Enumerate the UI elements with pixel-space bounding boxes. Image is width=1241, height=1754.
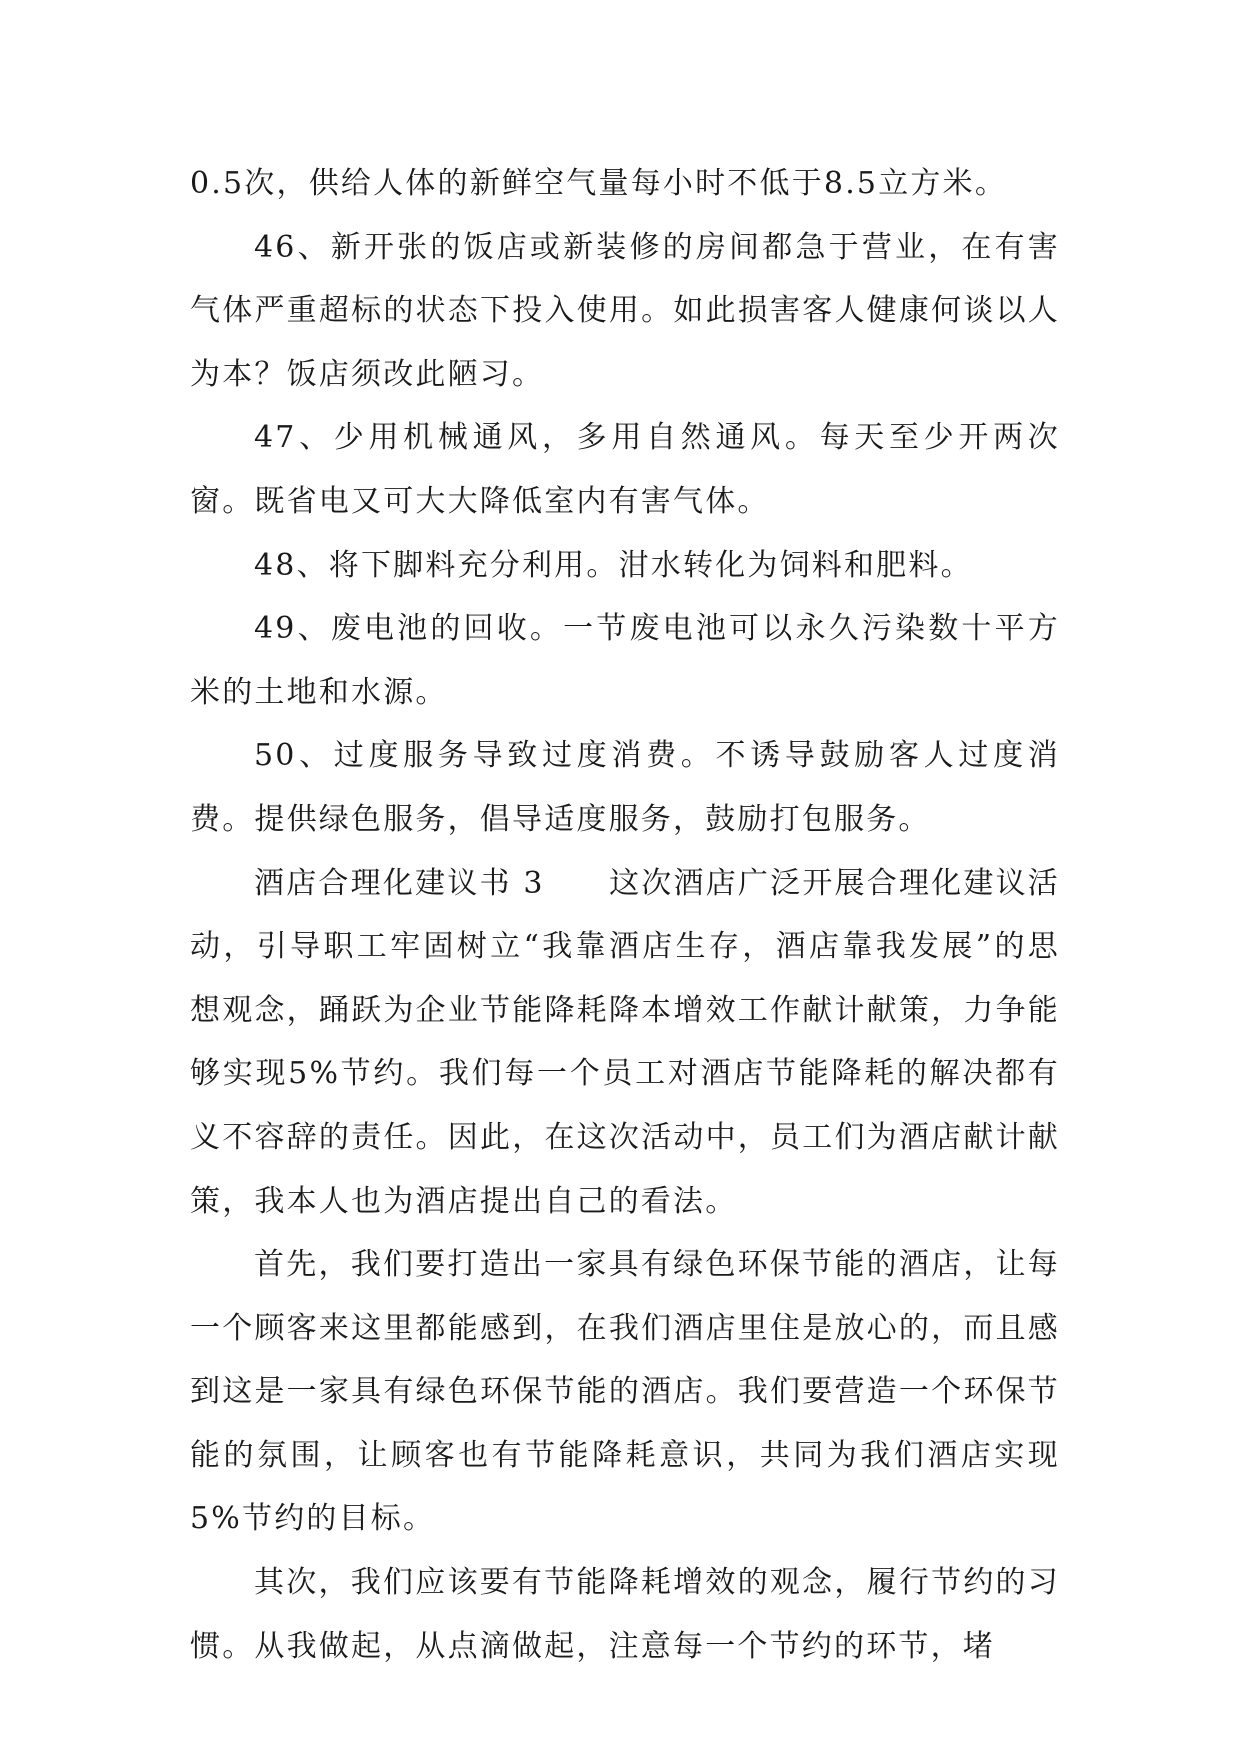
paragraph-item-46: 46、新开张的饭店或新装修的房间都急于营业，在有害气体严重超标的状态下投入使用。如此损害客人健康何谈以人为本？饭店须改此陋习。	[190, 229, 1060, 392]
paragraph-first-point: 首先，我们要打造出一家具有绿色环保节能的酒店，让每一个顾客来这里都能感到，在我们酒店里住是放心的，而且感到这是一家具有绿色环保节能的酒店。我们要营造一个环保节能的氛围，让顾客也有节能降耗意识，共同为我们酒店实现5%节约的目标。	[190, 1247, 1060, 1537]
paragraph-item-49: 49、废电池的回收。一节废电池可以永久污染数十平方米的土地和水源。	[190, 611, 1060, 710]
paragraph-item-47: 47、少用机械通风，多用自然通风。每天至少开两次窗。既省电又可大大降低室内有害气体。	[190, 420, 1060, 519]
paragraph-item-50: 50、过度服务导致过度消费。不诱导鼓励客人过度消费。提供绿色服务，倡导适度服务，鼓励打包服务。	[190, 738, 1060, 837]
paragraph-continued: 0.5次，供给人体的新鲜空气量每小时不低于8.5立方米。	[190, 166, 1008, 201]
paragraph-item-48: 48、将下脚料充分利用。泔水转化为饲料和肥料。	[254, 547, 973, 583]
paragraph-second-point: 其次，我们应该要有节能降耗增效的观念，履行节约的习惯。从我做起，从点滴做起，注意每一个节约的环节，堵	[190, 1565, 1060, 1664]
paragraph-proposal-intro: 酒店合理化建议书 3 这次酒店广泛开展合理化建议活动，引导职工牢固树立“我靠酒店生存，酒店靠我发展”的思想观念，踊跃为企业节能降耗降本增效工作献计献策，力争能够实现5%节约。我们每一个员工对酒店节能降耗的解决都有义不容辞的责任。因此，在这次活动中，员工们为酒店献计献策，我本人也为酒店提出自己的看法。	[190, 865, 1060, 1219]
document-body	[190, 152, 1060, 1678]
